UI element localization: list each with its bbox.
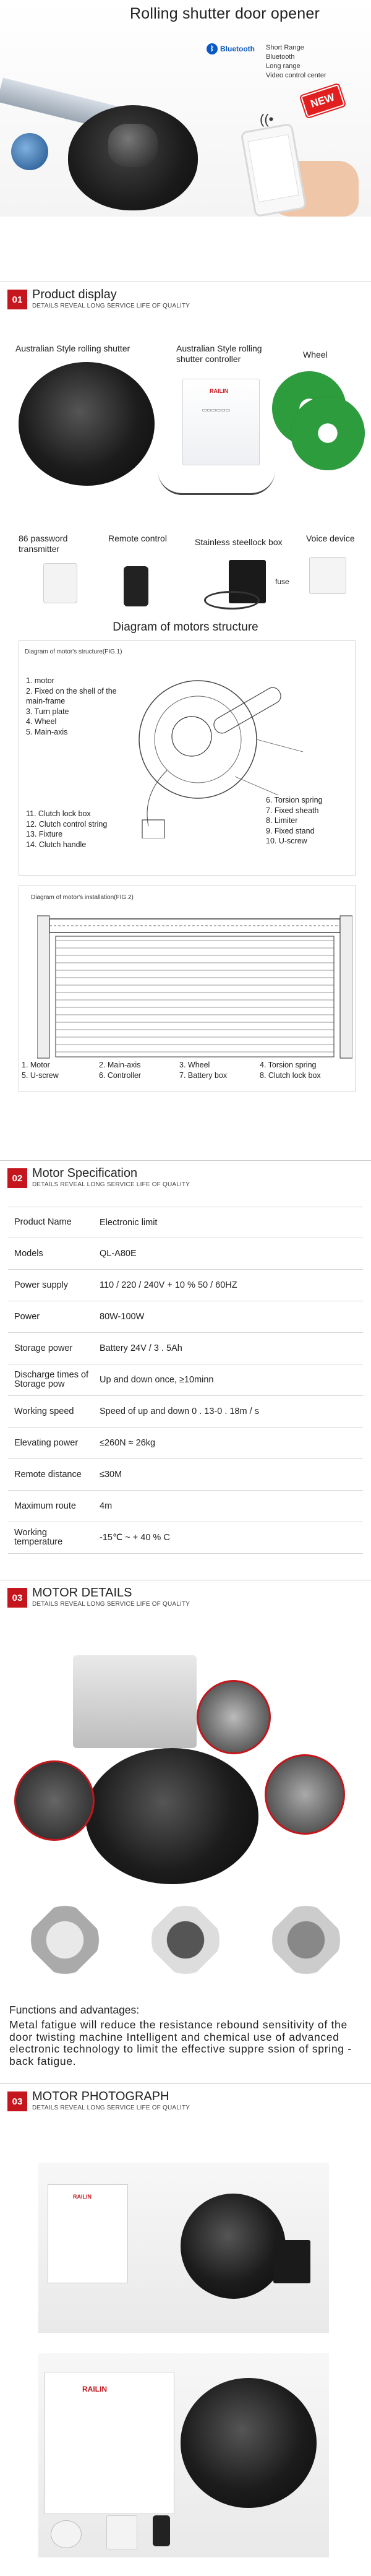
product-photo-2 <box>38 2353 329 2557</box>
product-photo-1 <box>38 2163 329 2333</box>
spec-key: Working temperature <box>14 1528 63 1547</box>
motor-photo-image <box>181 2378 317 2508</box>
table-row <box>8 1238 363 1270</box>
spec-value: Battery 24V / 3 . 5Ah <box>100 1343 182 1353</box>
spec-value: ≤30M <box>100 1470 122 1480</box>
smartphone-image <box>240 123 307 218</box>
hero-title: Rolling shutter door opener <box>130 5 320 22</box>
section-header <box>0 1160 371 1192</box>
motor-main-image <box>85 1748 258 1884</box>
spec-key: Maximum route <box>14 1501 76 1511</box>
part-item: 1. motor <box>26 676 54 685</box>
hero-banner <box>0 0 371 217</box>
remote-photo-image <box>153 2515 170 2546</box>
controller-box-image <box>48 2184 128 2283</box>
section-header <box>0 1580 371 1612</box>
spec-key: Power supply <box>14 1280 69 1290</box>
legend-item: 2. Main-axis <box>99 1061 141 1069</box>
section-motor-specification <box>0 1160 371 1192</box>
fig1-caption: Diagram of motor's structure(FIG.1) <box>25 648 122 655</box>
legend-item: 5. U-screw <box>22 1071 59 1080</box>
motor-photo-image <box>181 2194 286 2299</box>
spec-key: Working speed <box>14 1406 74 1416</box>
section-motor-photograph <box>0 2083 371 2116</box>
legend-item: 3. Wheel <box>179 1061 210 1069</box>
part-item: 3. Turn plate <box>26 707 69 716</box>
legend-row <box>22 1070 356 1081</box>
fig2-legend <box>22 1060 356 1081</box>
product-label: Stainless steellock box <box>195 537 283 547</box>
section-header <box>0 2083 371 2116</box>
table-row <box>8 1522 363 1554</box>
legend-item: 8. Clutch lock box <box>260 1071 321 1080</box>
part-item: 4. Wheel <box>26 717 57 726</box>
controller-label-graphic: ▭▭▭▭▭▭ <box>202 407 231 413</box>
spec-key: Elevating power <box>14 1437 79 1448</box>
feature-item: Short Range <box>266 44 304 51</box>
part-detail-image-1 <box>22 1897 108 1983</box>
controller-cable-image <box>158 470 275 495</box>
part-item: 2. Fixed on the shell of the main-frame <box>26 686 117 705</box>
part-item: 9. Fixed stand <box>266 826 315 835</box>
rolling-shutter-motor-image <box>19 362 155 486</box>
fig2-caption: Diagram of motor's installation(FIG.2) <box>31 894 134 901</box>
part-detail-image-3 <box>263 1897 349 1983</box>
spec-value: 110 / 220 / 240V + 10 % 50 / 60HZ <box>100 1280 237 1290</box>
spec-value: 80W-100W <box>100 1312 145 1322</box>
table-row <box>8 1364 363 1396</box>
section-number-badge: 03 <box>7 1588 27 1608</box>
spec-key: Discharge times of Storage pow <box>14 1370 89 1389</box>
motor-cap-image <box>108 124 158 167</box>
lock-box-photo-image <box>273 2240 310 2283</box>
detail-circle-left-image <box>14 1760 95 1841</box>
transmitter-photo-image <box>106 2515 137 2549</box>
lock-box-cable-image <box>204 591 260 610</box>
product-label: Australian Style rolling shutter <box>15 343 130 353</box>
fig1-parts-bottom-left <box>26 809 131 850</box>
motor-detail-composite <box>11 1624 357 1890</box>
spec-key: Storage power <box>14 1343 73 1353</box>
green-wheel-image <box>291 396 365 470</box>
bluetooth-label: Bluetooth <box>220 45 255 53</box>
section-subtitle: DETAILS REVEAL LONG SERVICE LIFE OF QUALITY <box>32 303 190 309</box>
part-item: 11. Clutch lock box <box>26 809 91 818</box>
fig2-installation-drawing <box>37 913 352 1061</box>
diagram-title: Diagram of motors structure <box>113 621 258 634</box>
voice-device-photo-image <box>51 2520 82 2548</box>
section-motor-details <box>0 1580 371 1612</box>
spec-value: Up and down once, ≥10minn <box>100 1375 214 1385</box>
bluetooth-badge <box>207 42 262 56</box>
phone-screen <box>247 134 299 202</box>
legend-item: 1. Motor <box>22 1061 50 1069</box>
wifi-signal-icon: ((• <box>260 111 274 127</box>
part-item: 6. Torsion spring <box>266 796 323 804</box>
section-subtitle: DETAILS REVEAL LONG SERVICE LIFE OF QUALITY <box>32 1601 190 1608</box>
feature-list <box>266 43 326 80</box>
part-detail-image-2 <box>142 1897 229 1983</box>
spec-value: QL-A80E <box>100 1249 137 1259</box>
table-row <box>8 1301 363 1333</box>
part-item: 5. Main-axis <box>26 727 68 736</box>
spec-value: Electronic limit <box>100 1217 158 1228</box>
functions-block <box>9 2004 365 2067</box>
functions-heading: Functions and advantages: <box>9 2004 140 2016</box>
legend-row <box>22 1060 356 1070</box>
detail-circle-right-image <box>265 1754 345 1835</box>
product-label: Remote control <box>108 533 167 543</box>
table-row <box>8 1491 363 1522</box>
legend-item: 6. Controller <box>99 1071 142 1080</box>
part-item: 8. Limiter <box>266 816 298 825</box>
section-product-display <box>0 282 371 314</box>
spec-value: ≤260N ≈ 26kg <box>100 1438 156 1448</box>
product-label: Australian Style rolling shutter controller <box>176 343 262 364</box>
controller-box-image <box>182 379 260 465</box>
voice-device-image <box>309 557 346 594</box>
table-row <box>8 1396 363 1428</box>
controller-box-image <box>45 2372 174 2514</box>
table-row <box>8 1428 363 1459</box>
feature-item: Video control center <box>266 72 326 79</box>
product-label: 86 password transmitter <box>19 533 68 554</box>
new-badge: NEW <box>301 84 345 118</box>
bluetooth-icon: ᛒ <box>207 43 218 54</box>
fig1-motor-drawing <box>117 653 328 838</box>
part-item: 10. U-screw <box>266 837 307 845</box>
section-number-badge: 02 <box>7 1168 27 1188</box>
legend-item: 7. Battery box <box>179 1071 228 1080</box>
password-transmitter-image <box>43 563 77 603</box>
table-row <box>8 1333 363 1364</box>
table-row <box>8 1207 363 1238</box>
section-title: MOTOR DETAILS <box>32 1586 132 1600</box>
remote-control-image <box>124 566 148 606</box>
feature-item: Long range <box>266 62 301 70</box>
spec-value: 4m <box>100 1501 113 1511</box>
spec-key: Remote distance <box>14 1469 82 1480</box>
detail-circle-top-image <box>197 1680 271 1754</box>
part-item: 14. Clutch handle <box>26 840 87 849</box>
feature-item: Bluetooth <box>266 53 295 61</box>
spec-key: Models <box>14 1248 43 1259</box>
legend-item: 4. Torsion spring <box>260 1061 317 1069</box>
fuse-label: fuse <box>275 577 289 586</box>
section-subtitle: DETAILS REVEAL LONG SERVICE LIFE OF QUALITY <box>32 2104 190 2111</box>
connector-closeup-image <box>73 1655 197 1748</box>
section-title: Motor Specification <box>32 1166 138 1180</box>
controller-brand: RAILIN <box>73 2194 92 2200</box>
spec-value: -15℃ ~ + 40 % C <box>100 1533 170 1543</box>
fig1-parts-left <box>26 676 125 737</box>
spec-table <box>8 1207 363 1554</box>
table-row <box>8 1459 363 1491</box>
controller-brand: RAILIN <box>210 388 229 394</box>
section-header <box>0 282 371 314</box>
table-row <box>8 1270 363 1301</box>
part-item: 7. Fixed sheath <box>266 806 319 815</box>
part-item: 12. Clutch control string <box>26 819 108 829</box>
part-item: 13. Fixture <box>26 830 63 838</box>
product-label: Wheel <box>303 350 328 360</box>
product-label: Voice device <box>306 533 355 543</box>
section-number-badge: 01 <box>7 290 27 309</box>
functions-body: Metal fatigue will reduce the resistance rebound sensitivity of the door twisting machine Intelligent and chemical use of advanced electronic technology to limit the effective suppre ssion of spring - back fatigue. <box>9 2018 352 2067</box>
section-title: MOTOR PHOTOGRAPH <box>32 2090 169 2103</box>
controller-brand: RAILIN <box>82 2385 107 2393</box>
section-title: Product display <box>32 288 117 301</box>
section-subtitle: DETAILS REVEAL LONG SERVICE LIFE OF QUALITY <box>32 1181 190 1188</box>
spec-value: Speed of up and down 0 . 13-0 . 18m / s <box>100 1406 259 1416</box>
section-number-badge: 03 <box>7 2091 27 2111</box>
motor-end-plate-image <box>11 133 48 170</box>
spec-key: Product Name <box>14 1217 72 1227</box>
spec-key: Power <box>14 1311 40 1322</box>
